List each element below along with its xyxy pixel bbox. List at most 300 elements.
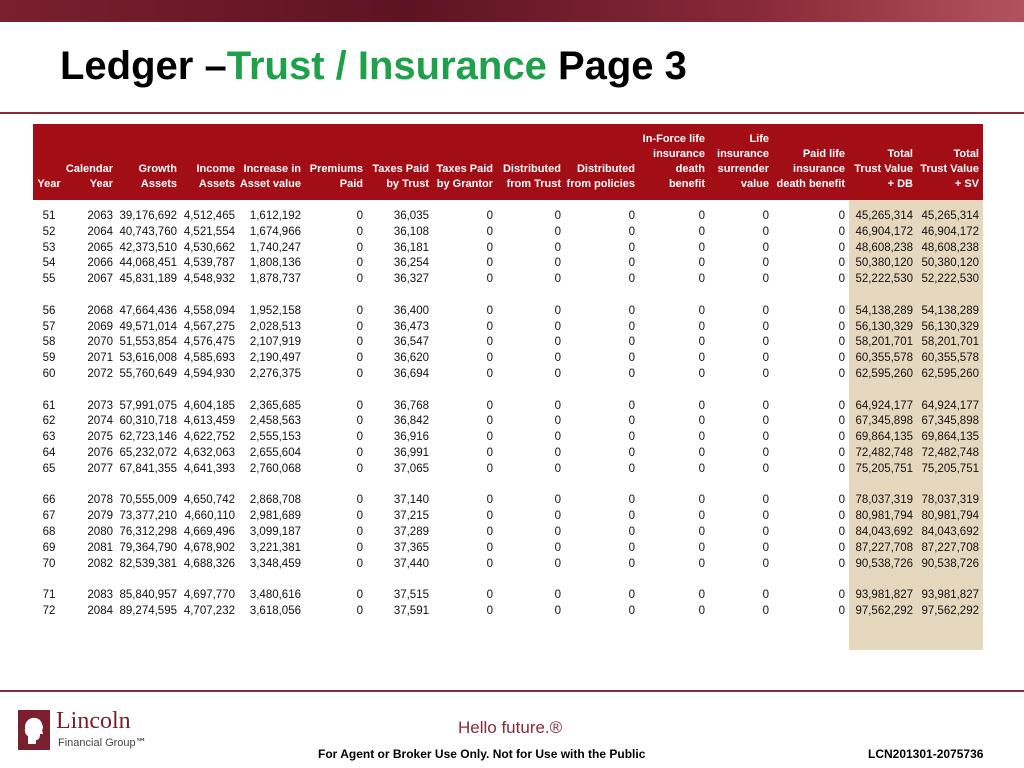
table-cell: 2,458,563 <box>249 415 301 428</box>
table-cell: 57 <box>42 320 56 333</box>
table-cell: 4,604,185 <box>183 399 235 412</box>
table-cell: 2072 <box>87 367 113 380</box>
table-cell: 60 <box>42 367 56 380</box>
spacer-row <box>33 200 983 209</box>
table-cell: 0 <box>698 257 705 270</box>
table-cell: 0 <box>554 352 561 365</box>
table-cell: 4,650,742 <box>183 494 235 507</box>
table-cell: 37,440 <box>393 557 429 570</box>
table-cell: 0 <box>486 431 493 444</box>
table-cell: 0 <box>698 352 705 365</box>
table-cell: 45,265,314 <box>917 209 983 225</box>
column-header: Distributed from policies <box>565 124 639 200</box>
tagline: Hello future.® <box>458 718 563 737</box>
table-cell: 84,043,692 <box>917 525 983 541</box>
table-cell: 80,981,794 <box>849 509 917 525</box>
table-cell: 37,365 <box>393 541 429 554</box>
table-cell: 0 <box>554 604 561 617</box>
table-cell: 0 <box>838 241 845 254</box>
table-cell: 0 <box>628 462 635 475</box>
table-cell: 62,595,260 <box>849 367 917 383</box>
table-cell: 4,632,063 <box>183 446 235 459</box>
table-cell: 51,553,854 <box>119 336 177 349</box>
ledger-table-container <box>33 124 983 638</box>
table-cell: 0 <box>698 604 705 617</box>
table-cell: 0 <box>486 415 493 428</box>
table-cell: 0 <box>838 210 845 222</box>
table-cell: 0 <box>628 367 635 380</box>
table-cell: 37,215 <box>393 510 429 523</box>
table-cell: 0 <box>554 494 561 507</box>
spacer-cell <box>181 572 239 588</box>
table-row <box>33 256 983 272</box>
spacer-cell <box>917 620 983 650</box>
table-cell: 0 <box>698 225 705 238</box>
table-cell: 46,904,172 <box>917 225 983 241</box>
table-cell: 45,265,314 <box>849 209 917 225</box>
table-cell: 0 <box>838 462 845 475</box>
table-cell: 0 <box>838 446 845 459</box>
table-cell: 0 <box>554 225 561 238</box>
spacer-cell <box>565 383 639 399</box>
table-cell: 40,743,760 <box>119 225 177 238</box>
table-cell: 0 <box>762 494 769 507</box>
table-cell: 53,616,008 <box>119 352 177 365</box>
lincoln-logo <box>18 710 158 754</box>
table-cell: 0 <box>698 273 705 286</box>
table-cell: 0 <box>356 225 363 238</box>
spacer-cell <box>709 288 773 304</box>
column-header: Distributed from Trust <box>497 124 565 200</box>
table-cell: 36,916 <box>393 431 429 444</box>
table-row <box>33 272 983 288</box>
table-cell: 0 <box>628 273 635 286</box>
table-cell: 1,878,737 <box>249 273 301 286</box>
table-row <box>33 509 983 525</box>
table-cell: 0 <box>356 431 363 444</box>
table-cell: 0 <box>838 257 845 270</box>
table-cell: 0 <box>554 336 561 349</box>
table-cell: 59 <box>42 352 56 365</box>
table-cell: 0 <box>486 399 493 412</box>
table-cell: 36,694 <box>393 367 429 380</box>
table-cell: 0 <box>698 399 705 412</box>
table-cell: 69,864,135 <box>849 430 917 446</box>
spacer-cell <box>367 478 433 494</box>
table-cell: 0 <box>554 304 561 317</box>
table-cell: 67,841,355 <box>119 462 177 475</box>
table-cell: 0 <box>698 446 705 459</box>
table-cell: 0 <box>698 494 705 507</box>
spacer-cell <box>497 288 565 304</box>
table-row <box>33 430 983 446</box>
table-cell: 3,480,616 <box>249 589 301 602</box>
table-cell: 0 <box>486 336 493 349</box>
table-cell: 90,538,726 <box>917 557 983 573</box>
table-cell: 2069 <box>87 320 113 333</box>
spacer-cell <box>639 383 709 399</box>
table-cell: 0 <box>628 336 635 349</box>
spacer-cell <box>367 572 433 588</box>
table-cell: 55,760,649 <box>119 367 177 380</box>
table-cell: 61 <box>42 399 56 412</box>
table-cell: 56,130,329 <box>917 320 983 336</box>
table-cell: 0 <box>838 604 845 617</box>
table-cell: 0 <box>762 399 769 412</box>
table-cell: 80,981,794 <box>917 509 983 525</box>
spacer-cell <box>709 383 773 399</box>
spacer-cell <box>181 383 239 399</box>
table-cell: 0 <box>838 367 845 380</box>
table-cell: 0 <box>838 557 845 570</box>
table-cell: 69 <box>42 541 56 554</box>
column-header: Taxes Paid by Trust <box>367 124 433 200</box>
table-cell: 4,585,693 <box>183 352 235 365</box>
table-cell: 36,768 <box>393 399 429 412</box>
table-cell: 0 <box>486 604 493 617</box>
table-cell: 87,227,708 <box>849 541 917 557</box>
table-row <box>33 557 983 573</box>
table-cell: 70,555,009 <box>119 494 177 507</box>
table-cell: 64,924,177 <box>849 399 917 415</box>
table-cell: 37,065 <box>393 462 429 475</box>
table-cell: 42,373,510 <box>119 241 177 254</box>
spacer-cell <box>65 478 117 494</box>
table-cell: 0 <box>486 525 493 538</box>
table-cell: 4,641,393 <box>183 462 235 475</box>
table-cell: 2067 <box>87 273 113 286</box>
table-cell: 75,205,751 <box>917 462 983 478</box>
table-cell: 2064 <box>87 225 113 238</box>
table-row <box>33 493 983 509</box>
group-gap-row <box>33 572 983 588</box>
table-cell: 0 <box>486 462 493 475</box>
column-header: Calendar Year <box>65 124 117 200</box>
spacer-cell <box>65 383 117 399</box>
table-cell: 0 <box>356 510 363 523</box>
table-cell: 0 <box>486 541 493 554</box>
spacer-cell <box>849 383 917 399</box>
table-cell: 84,043,692 <box>849 525 917 541</box>
table-cell: 4,688,326 <box>183 557 235 570</box>
column-header: Paid life insurance death benefit <box>773 124 849 200</box>
table-cell: 2,555,153 <box>249 431 301 444</box>
table-cell: 0 <box>486 446 493 459</box>
table-cell: 0 <box>838 415 845 428</box>
table-cell: 0 <box>698 210 705 222</box>
table-cell: 0 <box>356 257 363 270</box>
brand-subtitle: Financial Group℠ <box>58 737 147 749</box>
table-cell: 0 <box>698 241 705 254</box>
column-header: Increase in Asset value <box>239 124 305 200</box>
table-cell: 0 <box>486 304 493 317</box>
table-cell: 0 <box>554 273 561 286</box>
table-cell: 2075 <box>87 431 113 444</box>
table-cell: 0 <box>356 525 363 538</box>
table-cell: 45,831,189 <box>119 273 177 286</box>
table-cell: 0 <box>554 557 561 570</box>
spacer-cell <box>709 200 773 209</box>
table-cell: 0 <box>762 510 769 523</box>
table-cell: 52 <box>42 225 56 238</box>
table-cell: 1,674,966 <box>249 225 301 238</box>
table-cell: 4,697,770 <box>183 589 235 602</box>
table-cell: 50,380,120 <box>917 256 983 272</box>
table-cell: 66 <box>42 494 56 507</box>
ledger-body <box>33 200 983 650</box>
table-cell: 0 <box>356 589 363 602</box>
table-cell: 60,310,718 <box>119 415 177 428</box>
spacer-cell <box>181 620 239 650</box>
table-cell: 2068 <box>87 304 113 317</box>
table-cell: 0 <box>838 304 845 317</box>
spacer-cell <box>117 478 181 494</box>
table-cell: 0 <box>698 304 705 317</box>
spacer-cell <box>565 572 639 588</box>
table-cell: 36,327 <box>393 273 429 286</box>
table-cell: 0 <box>628 415 635 428</box>
table-cell: 0 <box>698 320 705 333</box>
table-cell: 4,660,110 <box>184 510 235 523</box>
table-cell: 2,365,685 <box>249 399 301 412</box>
spacer-cell <box>181 200 239 209</box>
spacer-cell <box>849 620 917 650</box>
table-cell: 93,981,827 <box>917 588 983 604</box>
footer-divider <box>0 690 1024 692</box>
spacer-cell <box>433 200 497 209</box>
table-cell: 73,377,210 <box>119 510 177 523</box>
table-cell: 36,991 <box>393 446 429 459</box>
table-cell: 0 <box>486 320 493 333</box>
table-cell: 0 <box>762 446 769 459</box>
spacer-cell <box>773 572 849 588</box>
table-cell: 0 <box>838 494 845 507</box>
table-cell: 71 <box>42 589 56 602</box>
table-cell: 37,515 <box>393 589 429 602</box>
table-cell: 0 <box>762 241 769 254</box>
table-cell: 0 <box>356 241 363 254</box>
table-cell: 0 <box>356 367 363 380</box>
column-header: Income Assets <box>181 124 239 200</box>
table-cell: 2079 <box>87 510 113 523</box>
table-cell: 0 <box>698 525 705 538</box>
table-cell: 56 <box>42 304 56 317</box>
column-header: Taxes Paid by Grantor <box>433 124 497 200</box>
table-cell: 51 <box>42 210 56 222</box>
spacer-cell <box>433 620 497 650</box>
table-cell: 0 <box>698 431 705 444</box>
table-cell: 56,130,329 <box>849 320 917 336</box>
table-cell: 37,591 <box>393 604 429 617</box>
table-row <box>33 335 983 351</box>
spacer-cell <box>65 620 117 650</box>
table-cell: 2070 <box>87 336 113 349</box>
table-cell: 0 <box>486 557 493 570</box>
table-cell: 52,222,530 <box>849 272 917 288</box>
table-cell: 2,655,604 <box>249 446 301 459</box>
table-cell: 0 <box>762 462 769 475</box>
table-cell: 2,760,068 <box>249 462 301 475</box>
table-cell: 1,808,136 <box>249 257 301 270</box>
table-cell: 50,380,120 <box>849 256 917 272</box>
group-gap-row <box>33 383 983 399</box>
spacer-cell <box>773 383 849 399</box>
table-cell: 0 <box>698 557 705 570</box>
table-cell: 0 <box>356 336 363 349</box>
table-cell: 0 <box>838 273 845 286</box>
table-cell: 0 <box>628 557 635 570</box>
table-cell: 0 <box>762 210 769 222</box>
table-cell: 0 <box>356 304 363 317</box>
spacer-cell <box>33 572 65 588</box>
table-cell: 0 <box>762 336 769 349</box>
spacer-cell <box>181 478 239 494</box>
table-cell: 2,981,689 <box>249 510 301 523</box>
table-cell: 90,538,726 <box>849 557 917 573</box>
disclaimer: For Agent or Broker Use Only. Not for Use with the Public <box>318 747 646 761</box>
spacer-cell <box>65 288 117 304</box>
table-cell: 0 <box>486 367 493 380</box>
table-cell: 0 <box>628 399 635 412</box>
spacer-cell <box>33 383 65 399</box>
table-cell: 0 <box>838 541 845 554</box>
table-cell: 4,521,554 <box>183 225 235 238</box>
page-title <box>60 44 687 89</box>
spacer-cell <box>639 478 709 494</box>
table-cell: 0 <box>838 336 845 349</box>
table-cell: 0 <box>628 304 635 317</box>
spacer-cell <box>565 200 639 209</box>
table-cell: 0 <box>486 257 493 270</box>
table-cell: 2071 <box>87 352 113 365</box>
spacer-cell <box>709 572 773 588</box>
table-cell: 0 <box>698 510 705 523</box>
table-cell: 36,473 <box>393 320 429 333</box>
spacer-cell <box>917 288 983 304</box>
table-cell: 4,613,459 <box>183 415 235 428</box>
table-cell: 2080 <box>87 525 113 538</box>
table-cell: 0 <box>762 257 769 270</box>
spacer-row <box>33 620 983 650</box>
column-header: In-Force life insurance death benefit <box>639 124 709 200</box>
table-cell: 39,176,692 <box>119 210 177 222</box>
table-cell: 64 <box>42 446 56 459</box>
table-cell: 67,345,898 <box>849 414 917 430</box>
spacer-cell <box>565 620 639 650</box>
table-cell: 1,740,247 <box>249 241 301 254</box>
table-cell: 37,140 <box>393 494 429 507</box>
table-cell: 48,608,238 <box>917 241 983 257</box>
table-cell: 0 <box>762 352 769 365</box>
spacer-cell <box>917 572 983 588</box>
table-cell: 63 <box>42 431 56 444</box>
spacer-cell <box>917 383 983 399</box>
table-cell: 89,274,595 <box>119 604 177 617</box>
spacer-cell <box>117 620 181 650</box>
table-cell: 49,571,014 <box>119 320 177 333</box>
spacer-cell <box>117 383 181 399</box>
spacer-cell <box>181 288 239 304</box>
table-cell: 4,707,232 <box>183 604 235 617</box>
table-cell: 82,539,381 <box>119 557 177 570</box>
table-cell: 4,530,662 <box>183 241 235 254</box>
table-cell: 93,981,827 <box>849 588 917 604</box>
table-cell: 64,924,177 <box>917 399 983 415</box>
column-header: Total Trust Value + DB <box>849 124 917 200</box>
table-cell: 0 <box>486 352 493 365</box>
table-cell: 0 <box>554 367 561 380</box>
spacer-cell <box>117 200 181 209</box>
table-cell: 0 <box>698 336 705 349</box>
table-row <box>33 604 983 620</box>
table-cell: 2081 <box>87 541 113 554</box>
table-cell: 0 <box>628 541 635 554</box>
table-cell: 97,562,292 <box>849 604 917 620</box>
table-cell: 0 <box>762 541 769 554</box>
table-cell: 70 <box>42 557 56 570</box>
table-cell: 0 <box>628 352 635 365</box>
column-header: Premiums Paid <box>305 124 367 200</box>
spacer-cell <box>367 620 433 650</box>
table-cell: 47,664,436 <box>119 304 177 317</box>
spacer-cell <box>709 620 773 650</box>
table-row <box>33 446 983 462</box>
table-cell: 0 <box>762 604 769 617</box>
table-cell: 0 <box>486 210 493 222</box>
spacer-cell <box>497 200 565 209</box>
spacer-cell <box>917 200 983 209</box>
table-cell: 0 <box>628 510 635 523</box>
table-cell: 2065 <box>87 241 113 254</box>
spacer-cell <box>239 200 305 209</box>
table-cell: 54 <box>42 257 56 270</box>
table-cell: 0 <box>762 367 769 380</box>
spacer-cell <box>849 200 917 209</box>
table-cell: 0 <box>762 320 769 333</box>
table-cell: 2078 <box>87 494 113 507</box>
table-cell: 67 <box>42 510 56 523</box>
table-cell: 0 <box>486 225 493 238</box>
spacer-cell <box>433 383 497 399</box>
group-gap-row <box>33 478 983 494</box>
spacer-cell <box>305 478 367 494</box>
table-cell: 60,355,578 <box>917 351 983 367</box>
table-cell: 36,108 <box>393 225 429 238</box>
table-cell: 46,904,172 <box>849 225 917 241</box>
table-cell: 0 <box>762 525 769 538</box>
table-cell: 52,222,530 <box>917 272 983 288</box>
title-accent: Trust / Insurance <box>226 44 547 88</box>
table-cell: 0 <box>628 241 635 254</box>
table-cell: 0 <box>628 225 635 238</box>
ledger-table <box>33 124 983 650</box>
table-cell: 2066 <box>87 257 113 270</box>
title-prefix: Ledger – <box>60 44 227 88</box>
spacer-cell <box>709 478 773 494</box>
table-cell: 2082 <box>87 557 113 570</box>
column-header: Growth Assets <box>117 124 181 200</box>
ledger-header-row <box>33 124 983 200</box>
table-cell: 4,594,930 <box>183 367 235 380</box>
spacer-cell <box>773 288 849 304</box>
table-cell: 60,355,578 <box>849 351 917 367</box>
table-cell: 62,723,146 <box>119 431 177 444</box>
table-cell: 4,512,465 <box>183 210 235 222</box>
table-cell: 0 <box>698 589 705 602</box>
table-cell: 0 <box>838 352 845 365</box>
table-cell: 0 <box>628 589 635 602</box>
spacer-cell <box>305 620 367 650</box>
